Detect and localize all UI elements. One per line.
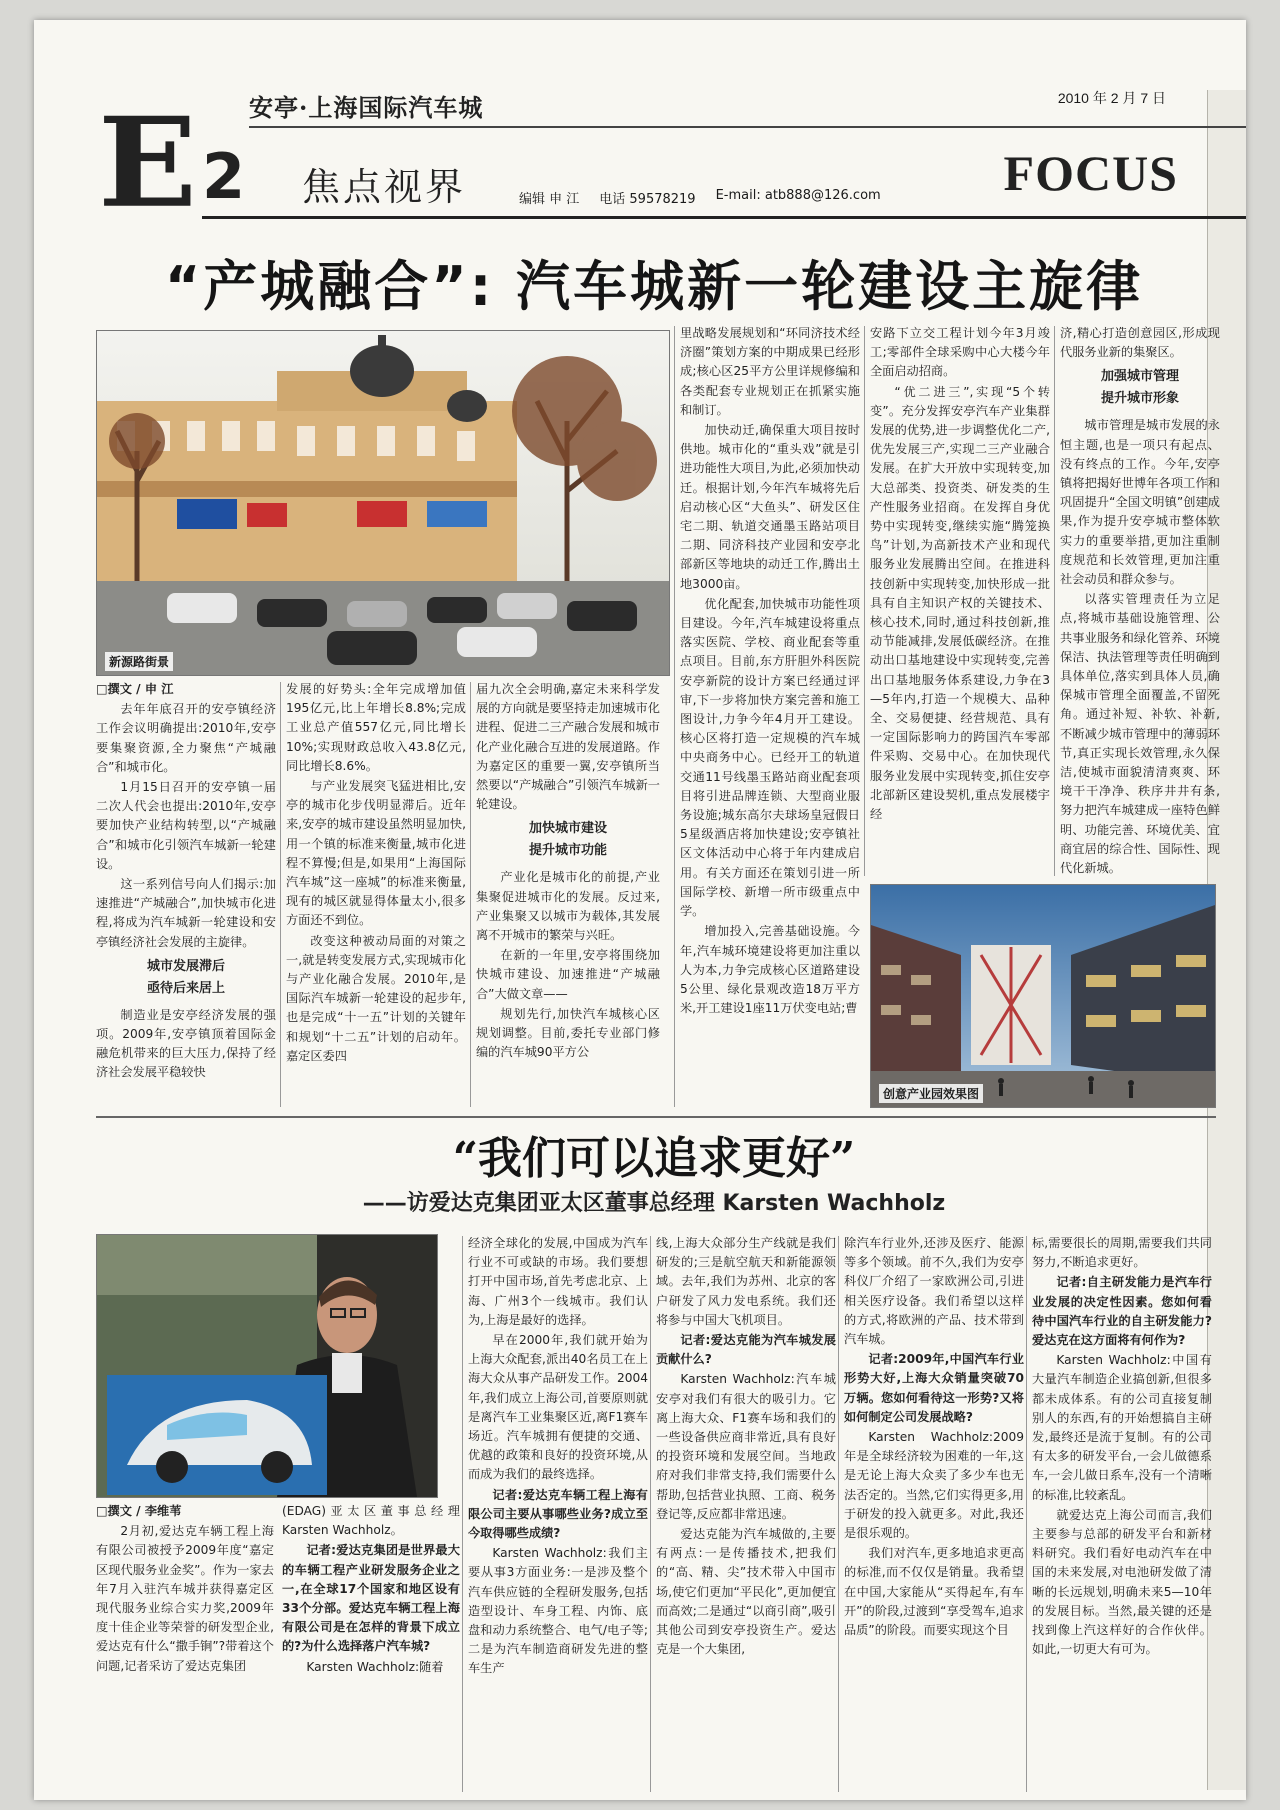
- paragraph: 产业化是城市化的前提,产业集聚促进城市化的发展。反过来,产业集聚又以城市为载体,其发展离不开城市的繁荣与兴旺。: [476, 870, 660, 943]
- paragraph: (EDAG)亚太区董事总经理Karsten Wachholz。: [282, 1504, 460, 1538]
- paragraph: 除汽车行业外,还涉及医疗、能源等多个领域。前不久,我们为安亭科仪厂介绍了一家欧洲公司,引进相关医疗设备。我们希望以这样的方式,将欧洲的产品、技术带到汽车城。: [844, 1236, 1024, 1347]
- question: 记者:自主研发能力是汽车行业发展的决定性因素。您如何看待中国汽车行业的自主研发能力?爱达克在这方面将有何作为?: [1032, 1275, 1212, 1348]
- paragraph: 规划先行,加快汽车城核心区规划调整。目前,委托专业部门修编的汽车城90平方公: [476, 1006, 660, 1060]
- issue-date: 2010 年 2 月 7 日: [1057, 90, 1166, 106]
- column-divider: [462, 1236, 463, 1792]
- paragraph: 就爱达克上海公司而言,我们主要参与总部的研发平台和新材料研究。我们看好电动汽车在中国的未来发展,对电池研发做了清晰的长远规划,明确未来5—10年的发展目标。当然,最关键的还是找到像上汽这样好的合作伙伴。如此,一切更大有可为。: [1032, 1507, 1212, 1657]
- paragraph: 优化配套,加快城市功能性项目建设。今年,汽车城建设将重点落实医院、学校、商业配套等重点项目。目前,东方肝胆外科医院安亭新院的设计方案已经通过评审,下一步将加快方案完善和施工图设计,力争今年4月开工建设。核心区将打造一定规模的汽车城中央商务中心。已经开工的轨道交通11号线墨玉路站商业配套项目将引进品牌连锁、大型商业服务设施;城东高尔夫球场皇冠假日5星级酒店将加快建设;安亭镇社区文体活动中心将于年内建成启用。有关方面还在策划引进一所国际学校、新增一所市级重点中学。: [680, 596, 860, 919]
- paragraph: 城市管理是城市发展的永恒主题,也是一项只有起点、没有终点的工作。今年,安亭镇将把揭好世博年各项工作和巩固提升“全国文明镇”创建成果,作为提升安亭城市整体软实力的重要举措,更加注重制度规范和长效管理,更加注重社会动员和群众参与。: [1060, 418, 1220, 587]
- paragraph: 安路下立交工程计划今年3月竣工;零部件全球采购中心大楼今年全面启动招商。: [870, 326, 1050, 379]
- page-number: 2: [202, 140, 246, 213]
- article2-subhead: ——访爱达克集团亚太区董事总经理 Karsten Wachholz: [362, 1191, 946, 1216]
- article2-col6: [1032, 1234, 1212, 1792]
- paragraph: 经济全球化的发展,中国成为汽车行业不可或缺的市场。我们要想打开中国市场,首先考虑北京、上海、广州3个一线城市。我们认为,上海是最好的选择。: [468, 1236, 648, 1327]
- paragraph: 加快动迁,确保重大项目按时供地。城市化的“重头戏”就是引进功能性大项目,为此,必须加快动迁。根据计划,今年汽车城将先后启动核心区“大鱼头”、研发区住宅二期、轨道交通墨玉路站项目二期、同济科技产业园和安亭北部新区等地块的动迁工作,腾出土地3000亩。: [680, 423, 860, 591]
- paragraph: 爱达克能为汽车城做的,主要有两点:一是传播技术,把我们的“高、精、尖”技术带入中国市场,使它们更加“平民化”,更加便宜而高效;二是通过“以商引商”,吸引其他公司到安亭投资生产。爱达克是一个大集团,: [656, 1527, 836, 1657]
- article1-byline: □撰文 / 申 江: [96, 682, 174, 696]
- article2-col4: [656, 1234, 836, 1792]
- masthead-bottom-rule: [202, 216, 1246, 219]
- street-scene-illustration: [97, 331, 669, 675]
- paper-name: 安亭·上海国际汽车城: [249, 93, 484, 122]
- subheading: 城市发展滞后 亟待后来居上: [146, 958, 225, 996]
- email: E-mail: atb888@126.com: [715, 188, 881, 203]
- paragraph: 2月初,爱达克车辆工程上海有限公司被授予2009年度“嘉定区现代服务业金奖”。作为一家去年7月入驻汽车城并获得嘉定区现代服务业综合实力奖,2009年度十佳企业等荣誉的研发型企业,爱达克有什么“撒手锏”?带着这个问题,记者采访了爱达克集团: [96, 1524, 274, 1673]
- question: 记者:爱达克能为汽车城发展贡献什么?: [656, 1333, 836, 1367]
- paragraph: 与产业发展突飞猛进相比,安亭的城市化步伐明显滞后。近年来,安亭的城市建设虽然明显加快,用一个镇的标准来衡量,城市化进程不算慢;但是,如果用“上海国际汽车城”这一座城”的标准来衡量,现有的城区就显得体量太小,很多方面还不到位。: [286, 779, 466, 928]
- photo2-caption: 创意产业园效果图: [879, 1084, 983, 1103]
- paragraph: 制造业是安亭经济发展的强项。2009年,安亭镇顶着国际金融危机带来的巨大压力,保持了经济社会发展平稳较快: [96, 1007, 276, 1080]
- column-divider: [650, 1236, 651, 1792]
- interviewee-illustration: [97, 1235, 437, 1497]
- question: 记者:爱达克车辆工程上海有限公司主要从事哪些业务?成立至今取得哪些成绩?: [468, 1487, 648, 1541]
- paragraph: 改变这种被动局面的对策之一,就是转变发展方式,实现城市化与产业化融合发展。2010年,是国际汽车城新一轮建设的起步年,也是完成“十一五”计划的关键年和规划“十二五”计划的启动年。嘉定区委四: [286, 933, 466, 1063]
- paragraph: 去年年底召开的安亭镇经济工作会议明确提出:2010年,安亭要集聚资源,全力聚焦“产城融合”和城市化。: [96, 702, 276, 774]
- paragraph: 以落实管理责任为立足点,将城市基础设施管理、公共事业服务和绿化管养、环境保洁、执法管理等责任明确到具体单位,落实到具体人员,确保城市管理全面覆盖,不留死角。通过补短、补软、补新,不断减少城市管理中的薄弱环节,真正实现长效管理,永久保洁,使城市面貌清清爽爽、环境干干净净、秩序井井有条,努力把汽车城建成一座特色鲜明、功能完善、环境优美、宜商宜居的综合性、国际性、现代化新城。: [1060, 592, 1220, 876]
- article2-col1: [96, 1502, 274, 1792]
- column-divider: [864, 326, 865, 876]
- article2-col2: [282, 1502, 460, 1792]
- paragraph: 线,上海大众部分生产线就是我们研发的;三是航空航天和新能源领域。去年,我们为苏州、北京的客户研发了风力发电系统。我们还将参与中国大飞机项目。: [656, 1236, 836, 1327]
- question: 记者:爱达克集团是世界最大的车辆工程产业研发服务企业之一,在全球17个国家和地区设有33个分部。爱达克车辆工程上海有限公司是在怎样的背景下成立的?为什么选择落户汽车城?: [282, 1543, 460, 1654]
- contact-line: [519, 188, 881, 207]
- phone: 电话 59578219: [599, 192, 696, 207]
- paragraph: 我们对汽车,更多地追求更高的标准,而不仅仅是销量。我希望在中国,大家能从“买得起车,有车开”的阶段,过渡到“享受驾车,追求品质”的阶段。而要实现这个目: [844, 1546, 1024, 1638]
- article1-col4: [680, 324, 860, 1110]
- column-divider: [280, 682, 281, 1107]
- section-title: 焦点视界: [302, 165, 467, 209]
- paragraph: Karsten Wachholz:随着: [306, 1659, 444, 1674]
- column-divider: [674, 326, 675, 1107]
- article2-col5: [844, 1234, 1024, 1792]
- street-photo: [96, 330, 670, 676]
- paragraph: Karsten Wachholz:汽车城安亭对我们有很大的吸引力。它离上海大众、F1赛车场和我们的一些设备供应商非常近,具有良好的投资环境和发展空间。当地政府对我们非常支持,我们需要什么帮助,包括营业执照、工商、税务登记等,反应都非常迅速。: [656, 1372, 836, 1521]
- question: 记者:2009年,中国汽车行业形势大好,上海大众销量突破70万辆。您如何看待这一形势?又将如何制定公司发展战略?: [844, 1352, 1024, 1424]
- article-separator: [96, 1116, 1216, 1118]
- creative-park-illustration: [871, 885, 1215, 1107]
- focus-label: FOCUS: [1003, 145, 1178, 201]
- masthead: [94, 78, 1214, 248]
- paragraph: 济,精心打造创意园区,形成现代服务业新的集聚区。: [1060, 326, 1220, 360]
- article1-col3: [476, 680, 660, 1110]
- article1-col6: [1060, 324, 1220, 878]
- paragraph: Karsten Wachholz:中国有大量汽车制造企业搞创新,但很多都未成体系。有的公司直接复制别人的东西,有的开始想搞自主研发,最终还是流于复制。有的公司有太多的研发平台,一会儿做德系车,一会儿做日系车,没有一个清晰的标准,比较紊乱。: [1032, 1353, 1212, 1502]
- article1-col1: [96, 680, 276, 1110]
- creative-park-photo: [870, 884, 1216, 1108]
- article1-col2: [286, 680, 466, 1110]
- column-divider: [470, 682, 471, 1107]
- subheading: 加快城市建设 提升城市功能: [528, 821, 607, 859]
- column-divider: [1026, 1236, 1027, 1792]
- paragraph: 标,需要很长的周期,需要我们共同努力,不断追求更好。: [1032, 1236, 1212, 1270]
- column-divider: [838, 1236, 839, 1792]
- masthead-rule: [249, 126, 1246, 128]
- article2-headline: “我们可以追求更好”: [452, 1133, 856, 1184]
- paragraph: 早在2000年,我们就开始为上海大众配套,派出40名员工在上海大众从事产品研发工作。2004年,我们成立上海公司,首要原则就是离汽车工业集聚区近,离F1赛车场近。汽车城拥有便捷的交通、优越的政策和良好的投资环境,从而成为我们的最终选择。: [468, 1333, 648, 1482]
- paragraph: 增加投入,完善基础设施。今年,汽车城环境建设将更加注重以人为本,力争完成核心区道路建设5公里、绿化景观改造18万平方米,开工建设1座11万伏变电站;曹: [680, 924, 860, 1016]
- subheading: 加强城市管理 提升城市形象: [1100, 369, 1179, 407]
- article1-headline: “产城融合”: 汽车城新一轮建设主旋律: [164, 255, 1144, 318]
- paragraph: 届九次全会明确,嘉定未来科学发展的方向就是要坚持走加速城市化进程、促进二三产融合发展和城市化产业化融合互进的发展道路。作为嘉定区的重要一翼,安亭镇所当然要以“产城融合”引领汽车城新一轮建设。: [476, 682, 660, 812]
- page-letter: E: [98, 89, 198, 236]
- paragraph: 发展的好势头:全年完成增加值195亿元,比上年增长8.8%;完成工业总产值557亿元,同比增长10%;实现财政总收入43.8亿元,同比增长8.6%。: [286, 682, 466, 773]
- paragraph: “优二进三”,实现“5个转变”。充分发挥安亭汽车产业集群发展的优势,进一步调整优化二产,优先发展三产,实现二三产业融合发展。在扩大开放中实现转变,加大总部类、投资类、研发类的生产性服务业招商。在发挥自身优势中实现转变,继续实施“腾笼换鸟”计划,为高新技术产业和现代服务业发展腾出空间。在推进科技创新中实现转变,加快形成一批具有自主知识产权的关键技术、核心技术,同时,通过科技创新,推动节能减排,发展低碳经济。在推动出口基地建设中实现转变,完善出口基地服务体系建设,力争在3—5年内,打造一个规模大、品种全、交易便捷、经营规范、具有一定国际影响力的跨国汽车零部件采购、交易中心。在加快现代服务业发展中实现转变,抓住安亭北部新区建设契机,重点发展楼宇经: [870, 384, 1050, 822]
- paragraph: 里战略发展规划和“环同济技术经济圈”策划方案的中期成果已经形成;核心区25平方公里详规修编和各类配套专业规划正在抓紧实施和制订。: [680, 326, 860, 417]
- article1-col5: [870, 324, 1050, 878]
- paragraph: 1月15日召开的安亭镇一届二次人代会也提出:2010年,安亭要加快产业结构转型,以“产城融合”和城市化引领汽车城新一轮建设。: [96, 780, 276, 871]
- article2-col3: [468, 1234, 648, 1792]
- paragraph: 在新的一年里,安亭将围绕加快城市建设、加速推进“产城融合”大做文章——: [476, 948, 660, 1001]
- paragraph: 这一系列信号向人们揭示:加速推进“产城融合”,加快城市化进程,将成为汽车城新一轮建设和安亭镇经济社会发展的主旋律。: [96, 877, 276, 949]
- photo1-caption: 新源路街景: [105, 652, 173, 671]
- editor: 编辑 申 江: [519, 192, 580, 207]
- newspaper-page: [34, 20, 1246, 1800]
- interview-photo: [96, 1234, 438, 1498]
- paragraph: Karsten Wachholz:2009年是全球经济较为困难的一年,这是无论上海大众卖了多少车也无法否定的。当然,它们实得更多,用于研发的投入就更多。对此,我还是很乐观的。: [844, 1430, 1024, 1541]
- paragraph: Karsten Wachholz:我们主要从事3方面业务:一是涉及整个汽车供应链的全程研发服务,包括造型设计、车身工程、内饰、底盘和动力系统整合、电气/电子等;二是为汽车制造商研发先进的整车生产: [468, 1546, 648, 1676]
- column-divider: [1054, 326, 1055, 876]
- article2-byline: □撰文 / 李维苇: [96, 1504, 182, 1518]
